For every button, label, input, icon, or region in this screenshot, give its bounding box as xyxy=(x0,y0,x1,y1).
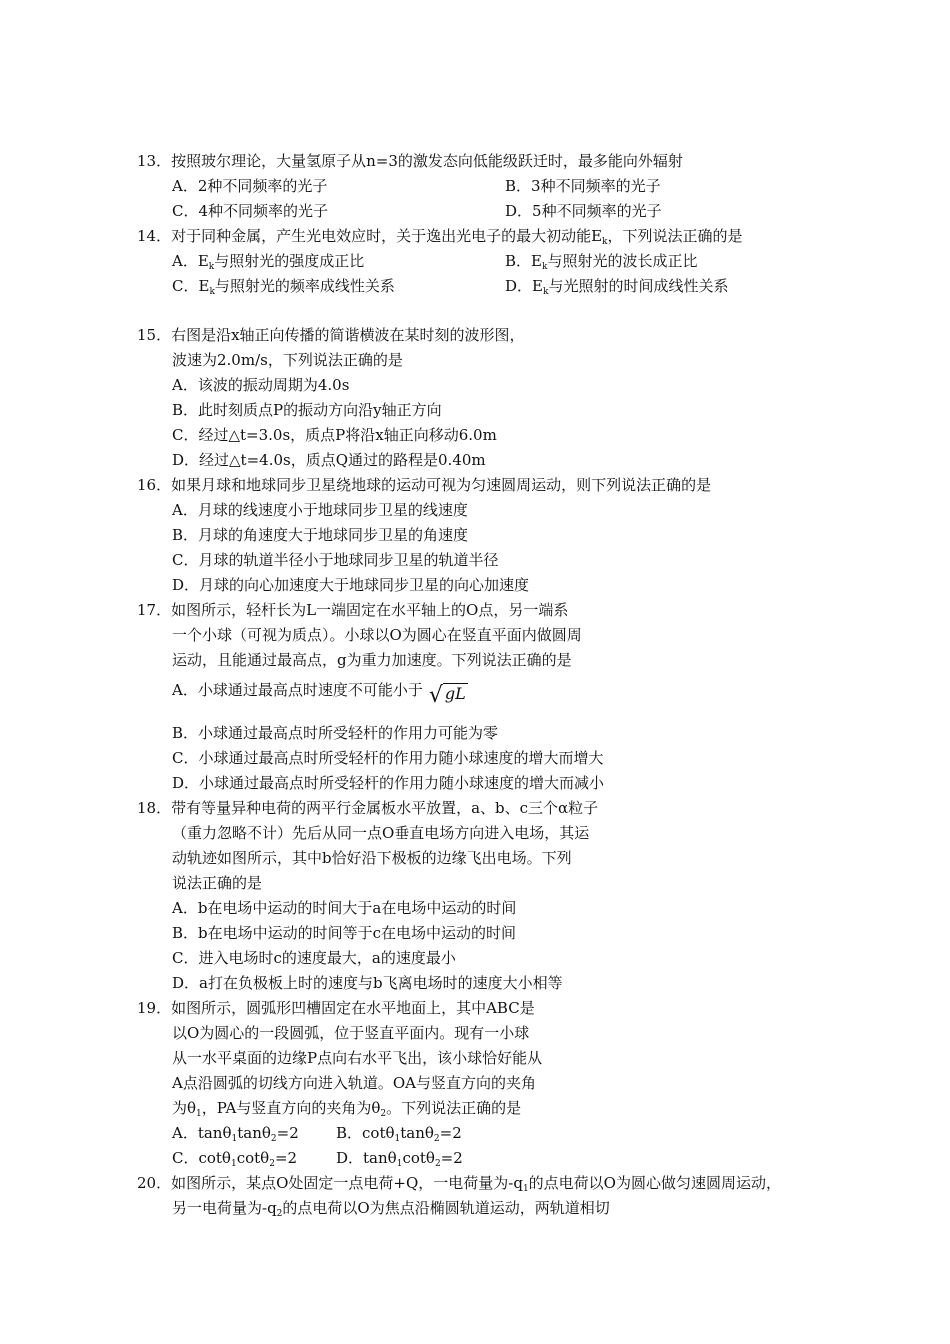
q14-option-b: B．$E_k$与照射光的波长成正比 xyxy=(505,252,698,272)
q13-option-c: C．4种不同频率的光子 xyxy=(172,202,329,220)
q16-option-a: A．月球的线速度小于地球同步卫星的线速度 xyxy=(172,501,468,519)
q17-stem-line3: 运动，且能通过最高点，g为重力加速度。下列说法正确的是 xyxy=(172,651,572,669)
q15-option-d: D．经过△t=4.0s，质点Q通过的路程是0.40m xyxy=(172,451,486,469)
q15-option-a: A．该波的振动周期为4.0s xyxy=(172,376,350,394)
q16-option-d: D．月球的向心加速度大于地球同步卫星的向心加速度 xyxy=(172,576,530,594)
q18-stem-line2: （重力忽略不计）先后从同一点O垂直电场方向进入电场，其运 xyxy=(172,824,590,842)
q20-stem-line1: 20．如图所示，某点O处固定一点电荷+Q，一电荷量为$-q_1$的点电荷以O为圆心做匀速圆周运动， xyxy=(137,1174,781,1194)
q19-option-a: A．tanθ$_1$tanθ$_2$=2 xyxy=(172,1124,299,1144)
q19-stem-line3: 从一水平桌面的边缘P点向右水平飞出，该小球恰好能从 xyxy=(172,1049,543,1067)
q19-option-c: C．cotθ$_1$cotθ$_2$=2 xyxy=(172,1149,298,1169)
q18-option-a: A．b在电场中运动的时间大于a在电场中运动的时间 xyxy=(172,899,517,917)
q17-option-d: D．小球通过最高点时所受轻杆的作用力随小球速度的增大而减小 xyxy=(172,774,605,792)
q13-stem: 13．按照玻尔理论，大量氢原子从n=3的激发态向低能级跃迁时，最多能向外辐射 xyxy=(137,152,683,170)
q19-stem-line5: 为$\theta_1$，PA与竖直方向的夹角为$\theta_2$。下列说法正确的是 xyxy=(172,1099,522,1119)
q19-stem-line4: A点沿圆弧的切线方向进入轨道。OA与竖直方向的夹角 xyxy=(172,1074,536,1092)
q15-option-c: C．经过△t=3.0s，质点P将沿x轴正向移动6.0m xyxy=(172,426,497,444)
q19-option-d: D．tanθ$_1$cotθ$_2$=2 xyxy=(336,1149,463,1169)
q14-option-a: A．$E_k$与照射光的强度成正比 xyxy=(172,252,365,272)
q17-stem-line1: 17．如图所示，轻杆长为L一端固定在水平轴上的O点，另一端系 xyxy=(137,601,569,619)
q18-option-d: D．a打在负极板上时的速度与b飞离电场时的速度大小相等 xyxy=(172,974,563,992)
q18-option-b: B．b在电场中运动的时间等于c在电场中运动的时间 xyxy=(172,924,517,942)
q20-stem-line2: 另一电荷量为$-q_2$的点电荷以O为焦点沿椭圆轨道运动，两轨道相切 xyxy=(172,1199,610,1219)
q15-stem-line2: 波速为2.0m/s，下列说法正确的是 xyxy=(172,351,403,369)
q14-option-d: D．$E_k$与光照射的时间成线性关系 xyxy=(505,277,729,297)
sqrt-formula: √ gL xyxy=(428,683,466,708)
q18-stem-line1: 18．带有等量异种电荷的两平行金属板水平放置，a、b、c三个α粒子 xyxy=(137,799,599,817)
q18-stem-line4: 说法正确的是 xyxy=(172,874,263,892)
q17-option-a: A．小球通过最高点时速度不可能小于 √ gL xyxy=(172,681,466,708)
q18-stem-line3: 动轨迹如图所示，其中b恰好沿下极板的边缘飞出电场。下列 xyxy=(172,849,572,867)
q19-stem-line1: 19．如图所示，圆弧形凹槽固定在水平地面上，其中ABC是 xyxy=(137,999,535,1017)
q17-option-c: C．小球通过最高点时所受轻杆的作用力随小球速度的增大而增大 xyxy=(172,749,604,767)
q13-option-a: A．2种不同频率的光子 xyxy=(172,177,328,195)
q16-option-b: B．月球的角速度大于地球同步卫星的角速度 xyxy=(172,526,469,544)
q16-stem: 16．如果月球和地球同步卫星绕地球的运动可视为匀速圆周运动，则下列说法正确的是 xyxy=(137,476,712,494)
q13-option-d: D．5种不同频率的光子 xyxy=(505,202,662,220)
q14-stem: 14．对于同种金属，产生光电效应时，关于逸出光电子的最大初动能$E_k$，下列说法正确的是 xyxy=(137,227,743,247)
q17-option-b: B．小球通过最高点时所受轻杆的作用力可能为零 xyxy=(172,724,499,742)
q13-option-b: B．3种不同频率的光子 xyxy=(505,177,661,195)
q14-option-c: C．$E_k$与照射光的频率成线性关系 xyxy=(172,277,395,297)
q16-option-c: C．月球的轨道半径小于地球同步卫星的轨道半径 xyxy=(172,551,499,569)
q15-stem-line1: 15．右图是沿x轴正向传播的简谐横波在某时刻的波形图， xyxy=(137,326,525,344)
q18-option-c: C．进入电场时c的速度最大，a的速度最小 xyxy=(172,949,456,967)
q19-stem-line2: 以O为圆心的一段圆弧，位于竖直平面内。现有一小球 xyxy=(172,1024,530,1042)
q19-option-b: B．cotθ$_1$tanθ$_2$=2 xyxy=(336,1124,462,1144)
q17-stem-line2: 一个小球（可视为质点）。小球以O为圆心在竖直平面内做圆周 xyxy=(172,626,582,644)
q15-option-b: B．此时刻质点P的振动方向沿y轴正方向 xyxy=(172,401,442,419)
